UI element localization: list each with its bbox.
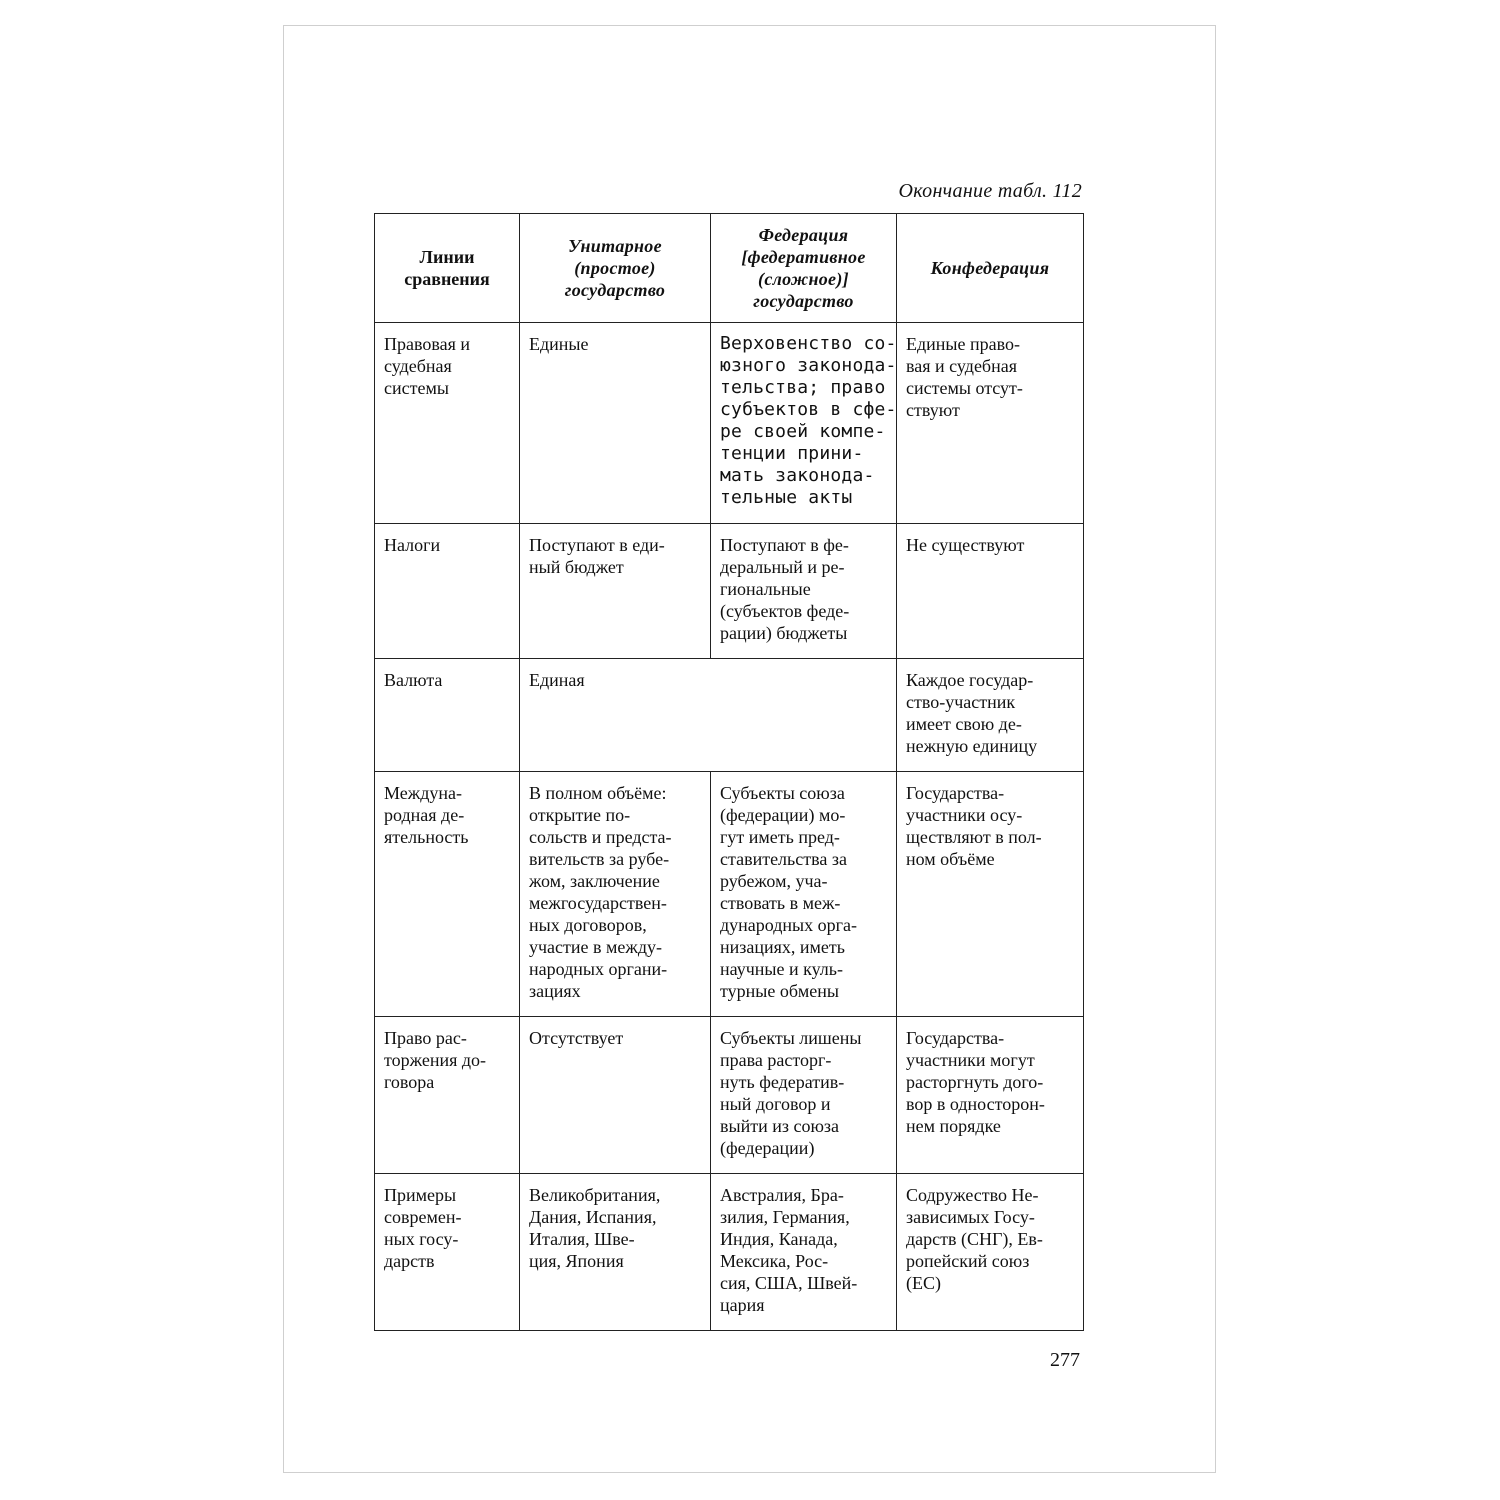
table-row <box>375 323 1084 524</box>
cell-text-line: Индия, Канада, <box>720 1229 838 1249</box>
table-row <box>375 659 1084 772</box>
cell-text-line: зависимых Госу- <box>906 1207 1035 1227</box>
table-row <box>375 1017 1084 1174</box>
cell-text-line: расторгнуть дого- <box>906 1072 1044 1092</box>
cell-text-line: Отсутствует <box>529 1028 624 1048</box>
cell-text-line: нем порядке <box>906 1116 1001 1136</box>
cell-text-line: Единые <box>529 334 589 354</box>
cell-text-line: ном объёме <box>906 849 995 869</box>
cell-text-line: ятельность <box>384 827 469 847</box>
cell-federation <box>711 772 897 1017</box>
cell-text-line: имеет свою де- <box>906 714 1022 734</box>
cell-text-line: Австралия, Бра- <box>720 1185 844 1205</box>
cell-text-line: вая и судебная <box>906 356 1017 376</box>
cell-text-line: системы <box>384 378 449 398</box>
cell-text-line: (сложное)] <box>758 269 849 289</box>
cell-text-line: сия, США, Швей- <box>720 1273 858 1293</box>
cell-unitary <box>520 772 711 1017</box>
cell-text-line: Примеры <box>384 1185 457 1205</box>
cell-text-line: нежную единицу <box>906 736 1038 756</box>
page-number: 277 <box>1050 1349 1080 1371</box>
cell-text-line: деральный и ре- <box>720 557 845 577</box>
cell-text-line: (федерации) <box>720 1138 815 1158</box>
row-label <box>375 323 520 524</box>
table-row <box>375 524 1084 659</box>
cell-unitary <box>520 1017 711 1174</box>
cell-text-line: дарств <box>384 1251 435 1271</box>
cell-text-line: Верховенство со- <box>720 333 897 354</box>
cell-text-line: торжения до- <box>384 1050 487 1070</box>
table-row <box>375 1174 1084 1331</box>
cell-text-line: жом, заключение <box>529 871 660 891</box>
cell-text-line: зилия, Германия, <box>720 1207 850 1227</box>
cell-text-line: Государства- <box>906 783 1005 803</box>
cell-text-line: ция, Япония <box>529 1251 624 1271</box>
cell-text-line: гут иметь пред- <box>720 827 840 847</box>
cell-text-line: межгосударствен- <box>529 893 667 913</box>
cell-text-line: системы отсут- <box>906 378 1023 398</box>
row-label <box>375 524 520 659</box>
cell-text-line: современ- <box>384 1207 462 1227</box>
cell-federation <box>711 1017 897 1174</box>
cell-text-line: участники могут <box>906 1050 1035 1070</box>
cell-text-line: открытие по- <box>529 805 631 825</box>
cell-text-line: дарств (СНГ), Ев- <box>906 1229 1043 1249</box>
cell-text-line: Содружество Не- <box>906 1185 1039 1205</box>
cell-text-line: турные обмены <box>720 981 839 1001</box>
cell-text-line: вительств за рубе- <box>529 849 670 869</box>
row-label <box>375 1174 520 1331</box>
comparison-table <box>374 213 1084 1331</box>
cell-text-line: цария <box>720 1295 765 1315</box>
cell-text-line: юзного законода- <box>720 355 897 376</box>
cell-text-line: [федеративное <box>741 247 866 267</box>
cell-text-line: ный бюджет <box>529 557 624 577</box>
cell-text-line: Конфедерация <box>930 258 1050 278</box>
cell-text-line: участники осу- <box>906 805 1023 825</box>
cell-text-line: нуть федератив- <box>720 1072 845 1092</box>
cell-text-line: Субъекты союза <box>720 783 845 803</box>
cell-unitary <box>520 323 711 524</box>
cell-confederation <box>897 772 1084 1017</box>
header-unitary-state <box>520 214 711 323</box>
cell-federation <box>711 323 897 524</box>
cell-confederation <box>897 524 1084 659</box>
cell-text-line: ных договоров, <box>529 915 647 935</box>
cell-text-line: Мексика, Рос- <box>720 1251 829 1271</box>
cell-text-line: (федерации) мо- <box>720 805 846 825</box>
cell-text-line: Единые право- <box>906 334 1020 354</box>
cell-text-line: ный договор и <box>720 1094 831 1114</box>
cell-text-line: Дания, Испания, <box>529 1207 657 1227</box>
cell-text-line: дународных орга- <box>720 915 858 935</box>
cell-text-line: ропейский союз <box>906 1251 1030 1271</box>
cell-text-line: Поступают в еди- <box>529 535 665 555</box>
header-comparison-lines <box>375 214 520 323</box>
cell-text-line: Не существуют <box>906 535 1025 555</box>
cell-text-line: Федерация <box>758 225 849 245</box>
table-row <box>375 772 1084 1017</box>
cell-text-line: рубежом, уча- <box>720 871 828 891</box>
cell-text-line: (ЕС) <box>906 1273 941 1293</box>
cell-text-line: государство <box>753 291 854 311</box>
header-federation <box>711 214 897 323</box>
cell-text-line: тенции прини- <box>720 443 864 464</box>
cell-text-line: (простое) <box>574 258 656 278</box>
cell-text-line: мать законода- <box>720 465 875 486</box>
cell-text-line: сольств и предста- <box>529 827 672 847</box>
cell-text-line: гиональные <box>720 579 811 599</box>
cell-text-line: рации) бюджеты <box>720 623 848 643</box>
cell-text-line: Линии <box>419 247 475 267</box>
cell-text-line: вор в односторон- <box>906 1094 1045 1114</box>
cell-text-line: ствовать в меж- <box>720 893 841 913</box>
cell-text-line: низациях, иметь <box>720 937 845 957</box>
row-label <box>375 1017 520 1174</box>
table-continuation-caption: Окончание табл. 112 <box>898 180 1082 202</box>
cell-confederation <box>897 659 1084 772</box>
cell-text-line: Право рас- <box>384 1028 467 1048</box>
cell-text-line: зациях <box>529 981 581 1001</box>
row-label <box>375 659 520 772</box>
header-confederation <box>897 214 1084 323</box>
cell-text-line: субъектов в сфе- <box>720 399 897 420</box>
cell-text-line: ствуют <box>906 400 960 420</box>
cell-federation <box>711 524 897 659</box>
cell-text-line: Междуна- <box>384 783 462 803</box>
cell-text-line: говора <box>384 1072 435 1092</box>
cell-text-line: судебная <box>384 356 452 376</box>
cell-unitary-federation-merged <box>520 659 897 772</box>
cell-text-line: Государства- <box>906 1028 1005 1048</box>
cell-text-line: ство-участник <box>906 692 1016 712</box>
cell-text-line: В полном объёме: <box>529 783 667 803</box>
cell-federation <box>711 1174 897 1331</box>
cell-text-line: Правовая и <box>384 334 471 354</box>
cell-text-line: ре своей компе- <box>720 421 886 442</box>
cell-text-line: Налоги <box>384 535 441 555</box>
cell-unitary <box>520 524 711 659</box>
cell-text-line: Великобритания, <box>529 1185 661 1205</box>
cell-text-line: ставительства за <box>720 849 847 869</box>
cell-text-line: ществляют в пол- <box>906 827 1042 847</box>
cell-text-line: народных органи- <box>529 959 668 979</box>
cell-confederation <box>897 1017 1084 1174</box>
cell-text-line: сравнения <box>404 269 490 289</box>
cell-text-line: тельства; право <box>720 377 886 398</box>
row-label <box>375 772 520 1017</box>
cell-text-line: государство <box>564 280 666 300</box>
cell-text-line: участие в между- <box>529 937 662 957</box>
cell-confederation <box>897 323 1084 524</box>
cell-text-line: выйти из союза <box>720 1116 840 1136</box>
cell-text-line: Валюта <box>384 670 443 690</box>
cell-text-line: права расторг- <box>720 1050 832 1070</box>
cell-text-line: тельные акты <box>720 487 853 508</box>
cell-text-line: Каждое государ- <box>906 670 1034 690</box>
cell-text-line: Субъекты лишены <box>720 1028 862 1048</box>
cell-text-line: Унитарное <box>568 236 662 256</box>
cell-text-line: научные и куль- <box>720 959 843 979</box>
cell-confederation <box>897 1174 1084 1331</box>
cell-text-line: (субъектов феде- <box>720 601 850 621</box>
cell-text-line: Италия, Шве- <box>529 1229 635 1249</box>
cell-unitary <box>520 1174 711 1331</box>
cell-text-line: Поступают в фе- <box>720 535 849 555</box>
cell-text-line: ных госу- <box>384 1229 459 1249</box>
cell-text-line: Единая <box>529 670 585 690</box>
cell-text-line: родная де- <box>384 805 465 825</box>
table-header-row <box>375 214 1084 323</box>
